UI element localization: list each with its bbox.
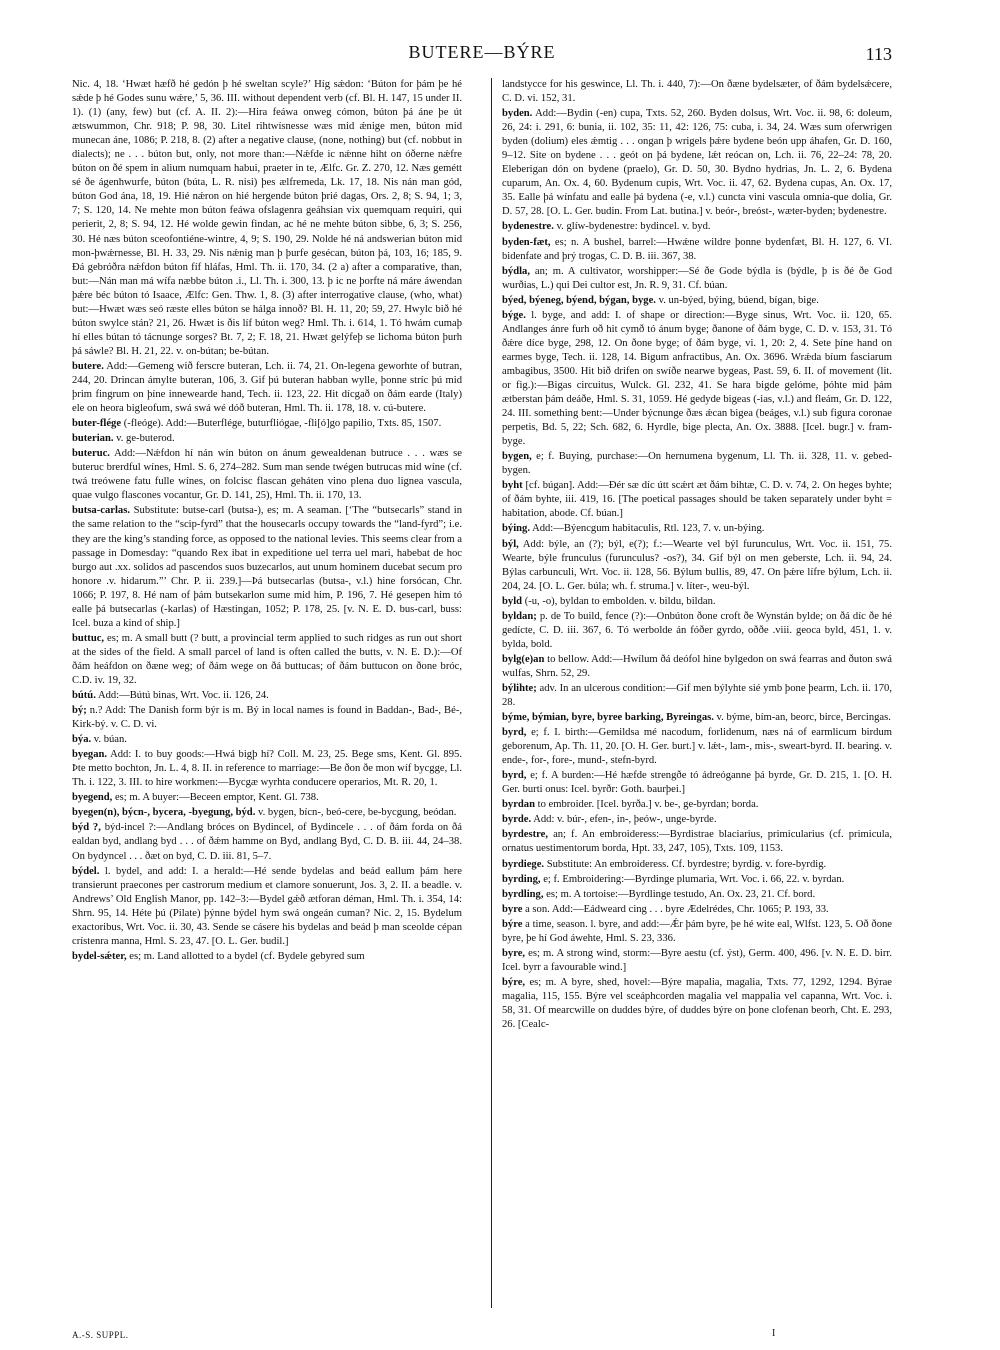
entry-headword: byrding,: [502, 873, 541, 885]
entry-text: es; m. Land allotted to a bydel (cf. Bydele gebyred sum: [129, 950, 365, 962]
entry-headword: býdla,: [502, 265, 530, 277]
entry-text: Substitute: An embroideress. Cf. byrdestre; byrdig. v. fore-byrdig.: [546, 858, 827, 870]
dictionary-entry: [72, 733, 462, 747]
entry-text: v. un-býed, býing, búend, bígan, bige.: [658, 294, 819, 306]
entry-headword: býme, býmian, byre, byree barking, Byreingas.: [502, 712, 714, 724]
entry-headword: buter-flége: [72, 418, 122, 430]
footer-mark: I: [772, 1328, 776, 1339]
entry-headword: byht: [502, 480, 523, 492]
dictionary-entry: [502, 309, 892, 449]
dictionary-entry: [72, 950, 462, 964]
entry-headword: byrdiege.: [502, 858, 545, 870]
entry-text: es; m. A small butt (? butt, a provincial term applied to such ridges as run out short at the sides of the field. A small parcel of land is often called the butts, v. N. E. D.):—Of ðám heáfdon on ðæne weg; of ðám wege on ðá buttucas; of ðám buttucon on ðone bróc, C.D. iv. 19, 32.: [72, 632, 462, 686]
entry-text: an; m. A cultivator, worshipper:—Sé ðe Gode býdla is (býdle, þ is ðé ðe God wurðias, L.) qui Dei cultor est, Jn. R. 9, 31. Cf. búan.: [502, 265, 892, 291]
entry-headword: byre: [502, 903, 523, 915]
running-title: BUTERE—BÝRE: [408, 42, 556, 62]
dictionary-entry: [502, 888, 892, 902]
dictionary-entry: [502, 78, 892, 106]
dictionary-entry: [72, 806, 462, 820]
dictionary-entry: [502, 538, 892, 594]
entry-text: an; f. An embroideress:—Byrdistrae blaciarius, primicularius (cf. primicula, ornatus uestimentorum borda, Hpt. 33, 247, 105), Txts. 109, 1153.: [502, 829, 892, 855]
page-number: 113: [865, 44, 892, 64]
entry-headword: butsa-carlas.: [72, 505, 130, 517]
dictionary-entry: [72, 360, 462, 416]
entry-text: n.? Add: The Danish form býr is m. Bý in local names is found in Baddan-, Bad-, Bé-, Kirk-bý. v. C. D. vi.: [72, 705, 462, 731]
entry-text: es; m. A byre, shed, hovel:—Býre mapalia, magalia, Txts. 77, 1292, 1294. Býrae magalia, 115, 155. Býre vel sceáphcorden magalia vel mappalia vel capanna, Wrt. Voc. i. 58, 31. Of mearcwille on duddes býre, of duddes býre on þone clofenan beorh, Cht. E. 293, 26. [Cealc-: [502, 976, 892, 1031]
dictionary-entry: [502, 903, 892, 917]
entry-headword: bý;: [72, 705, 87, 717]
entry-text: es; m. A buyer:—Beceen emptor, Kent. Gl. 738.: [114, 792, 319, 804]
entry-text: e; f. I. birth:—Gemildsa mé nacodum, forlidenum, næs ná of earmlicum birdum geborenum, Ap. Th. 11, 20. [O. H. Ger. burt.] v. lǽt-, lam-, mis-, sweart-byrd. II. bearing. v. ende-, for-, fore-, mund-, stefn-byrd.: [502, 727, 892, 767]
dictionary-entry: [72, 632, 462, 688]
dictionary-entry: [502, 522, 892, 536]
dictionary-entry: [502, 918, 892, 946]
entry-text: [cf. búgan]. Add:—Ðér sæ díc útt scǽrt æt ðám bihtæ, C. D. v. 74, 2. On heges byhte; of ðám byhte, iii. 419, 16. [The poetical passages should be taken separately under byht = habitation, abode. Cf. búan.]: [502, 480, 892, 520]
entry-text: Add:—Nǽfdon hí nán wín búton on ánum gewealdenan butruce . . . wæs se buteruc brerdful wínes, Hml. S. 6, 274–282. Sum man sende twégen butrucas mid wíne (cf. twá treówene fatu fulle wínes, on folcisc flascan geháten vino plena duo lignea vascula, quae vulgo flascones vocantur, Gr. D. 141, 25), Hml. Th. ii. 170, 13.: [72, 448, 462, 502]
dictionary-entry: [502, 450, 892, 478]
entry-text: Add:—Býencgum habitaculis, Rtl. 123, 7. v. un-býing.: [532, 523, 765, 535]
entry-headword: byrd,: [502, 727, 527, 739]
dictionary-entry: [502, 976, 892, 1032]
dictionary-entry: [502, 858, 892, 872]
entry-headword: býdel.: [72, 865, 100, 877]
entry-text: l. bydel, and add: I. a herald:—Hé sende bydelas and beád eallum þám here transierunt praecones per castrorum medium et clamore sonuerunt, Jos. 3, 2. II. a beadle. v. Andrews’ Old English Manor, pp. 142–3:—Bydel gǽð ætforan déman, Hml. Th. i. 354, 14: Shrn. 95, 14. Héte þú (Pilate) þýnne býdel hym swá ongeán cuman? Nic. 2, 15. Bydelum exactoribus, Wrt. Voc. ii. 30, 43. Sende se cásere his bydelas and beád þ man sceolde cépan crístenra manna, Hml. S. 23, 47. [O. L. Ger. budil.]: [72, 865, 462, 947]
dictionary-entry: [72, 417, 462, 431]
entry-text: Substitute: butse-carl (butsa-), es; m. A seaman. [‘The “butsecarls” stand in the same relation to the “scip-fyrd” that the housecarls occupy towards the “land-fyrd”; i.e. they are the king’s standing force, as opposed to the national levies. This seems clear from a passage in Domesday: “quando Rex ibat in expeditione uel terra uel mari, habebat de hoc burgo aut .xx. solidos ad pascendos suos buzecarlos, aut unum hominem ducebat secum pro honore .v. hidarum.”’ Chr. P. ii. 239.]—Þá butsecarlas (butsa-, v.l.) hine forsócan, Chr. 1066; P. 197, 8. Hé nam of þám butsekarlon sume mid him, P. 196, 7. Hé gesepen him tó ealle þá butsecarlas (-karlas) of Hæstingan, 1052; P. 178, 25. [v. N. E. D. bus-carl, buss: Icel. buza a kind of ship.]: [72, 505, 463, 629]
entry-text: es; n. A bushel, barrel:—Hwǽne wildre þonne bydenfæt, Bl. H. 127, 6. VI. bidenfate and þrý trogas, C. D. B. iii. 367, 38.: [502, 236, 892, 262]
entry-headword: buttuc,: [72, 632, 105, 644]
dictionary-entry: [502, 828, 892, 856]
entry-headword: byldan;: [502, 610, 537, 622]
entry-text: Add:—Bydin (-en) cupa, Txts. 52, 260. Byden dolsus, Wrt. Voc. ii. 98, 6: doleum, 26, 24: i. 291, 6: bunia, ii. 102, 35: 11, 42: 126, 75: cuba, i. 34, 24. Wæs sum oferwrigen byden (dolium) eles ǽmtig . . . ongan þ wrigels þǽre bydene beón upp áhafen, Gr. D. 160, 9–12. Site on bydene . . . geót on þá bydene, lǽt reócan on, Lch. ii. 76, 22–24: 78, 20. Eleberigan dón on bydene (praelo), Gr. D. 50, 30. Bydno hydrias, Jn. L. 2, 6. Bydena cuparum, An. Ox. 4, 60. Bydenum cupis, Wrt. Voc. ii. 47, 62. Bydena cupas, An. Ox. 17, 35. Ealle þá wínfatu and ealle þá bydena (-e, v.l.) cuncta vini vascula omnia-que dolia, Gr. D. 57, 28. [O. L. Ger. budin. From Lat. butina.] v. beór-, breóst-, wæter-byden; bydenestre.: [502, 108, 892, 218]
entry-text: landstycce for his geswince, Ll. Th. i. 440, 7):—On ðæne bydelsæter, of ðám bydelsǽcere, C. D. vi. 152, 31.: [502, 79, 892, 105]
entry-headword: byden-fæt,: [502, 236, 551, 248]
dictionary-entry: [502, 220, 892, 234]
dictionary-entry: [72, 432, 462, 446]
dictionary-entry: [502, 107, 892, 219]
dictionary-entry: [502, 873, 892, 887]
dictionary-entry: [502, 595, 892, 609]
entry-headword: býge.: [502, 309, 526, 321]
entry-headword: bydenestre.: [502, 221, 554, 233]
entry-text: es; m. A strong wind, storm:—Byre aestu (cf. ýst), Germ. 400, 496. [v. N. E. D. birr. Icel. byrr a favourable wind.]: [502, 947, 892, 973]
footer-signature: A.-S. SUPPL.: [72, 1330, 129, 1340]
entry-text: e; f. Embroidering:—Byrdinge plumaria, Wrt. Voc. i. 66, 22. v. byrdan.: [543, 873, 845, 885]
right-column: [502, 78, 892, 1033]
column-divider: [491, 78, 492, 1308]
entry-text: adv. In an ulcerous condition:—Gif men býlyhte sié ymb þone þearm, Lch. ii. 170, 28.: [502, 682, 892, 709]
entry-text: Add:—Bútú binas, Wrt. Voc. ii. 126, 24.: [97, 690, 269, 702]
entry-text: Add: býle, an (?); býl, e(?); f.:—Wearte vel býl furunculus, Wrt. Voc. ii. 151, 75. Wearte, býle frunculus (furunculus? -os?), 34. Gif býl on men geberste, Lch. ii. 94, 24. Býlas carbunculi, Wrt. Voc. ii. 128, 56. Býlum bullis, 89, 47. On þǽre lífre býlum, Lch. ii. 204, 24. [O. L. Ger. búla; wh. f. struma.] v. líter-, weu-býl.: [502, 538, 892, 592]
dictionary-entry: [502, 726, 892, 768]
dictionary-entry: [72, 78, 462, 359]
entry-headword: býd ?,: [72, 822, 101, 834]
dictionary-entry: [502, 813, 892, 827]
entry-headword: byrdestre,: [502, 829, 548, 841]
dictionary-entry: [502, 236, 892, 264]
dictionary-entry: [502, 711, 892, 725]
entry-headword: byrd,: [502, 770, 527, 782]
page-header: [72, 42, 892, 72]
entry-headword: byrde.: [502, 814, 532, 826]
entry-text: Add:—Gemeng wið ferscre buteran, Lch. ii. 74, 21. On-legena geworhte of butran, 244, 20. Drincan ámylte buteran, 106, 3. Gif þú buteran habban wylle, þonne stríc þú mid þrim fingrum on þíne inneweardе hand, Tech. ii. 123, 22. Hit dícgað on ðám earde (Italy) ele on heora biglеofum, swá swá wé dóð buteran, Hml. Th. ii. 178, 18. v. cú-butere.: [72, 360, 462, 415]
entry-headword: bylg(e)an: [502, 653, 545, 665]
entry-headword: býre: [502, 918, 523, 930]
entry-headword: byre,: [502, 947, 526, 959]
entry-headword: buterian.: [72, 433, 114, 445]
dictionary-entry: [502, 479, 892, 521]
entry-headword: býa.: [72, 734, 92, 746]
entry-headword: byden.: [502, 108, 533, 120]
entry-headword: byld: [502, 595, 523, 607]
entry-headword: buteruc.: [72, 448, 110, 460]
entry-headword: byegen(n), býcn-, bycera, -byegung, býd.: [72, 807, 256, 819]
entry-text: Add: I. to buy goods:—Hwá bigþ hí? Coll. M. 23, 25. Bege sms, Kent. Gl. 895. Þte metto bochton, Jn. L. 4, 8. II. in reference to marriage:—Be ðon ðe mon wíf bycgge, Ll. Th. i. 122, 3. III. to hire workmen:—Bycgæ wyrhta conducere operarios, Mt. R. 20, 1.: [72, 749, 462, 789]
entry-text: l. byge, and add: I. of shape or direction:—Byge sinus, Wrt. Voc. ii. 120, 65. Andlanges ánre furh oð hit cymð tó ánum byge; ðanone of ðám byge, C. D. v. 153, 31. Tó ðǽre díce byge, 298, 12. On ðone byge; of ðám byge, vi. 1, 20: 2, 4. Sete þíne hand on earmes byge, Tech. ii. 128, 14. Bigum anfractibus, An. Ox. 3696. Wrǽda bíum fasciarum ambagibus, 3500. Hit bið drifen on swíðe nearwe bygeas, Past. 59, 6. II. of movement (lit. or fig.):—Bigas circuitus, Wulck. Gl. 232, 41. Se hara bigde gelóme, þóhte mid þám ætberstan þám deáðe, Hml. S. 31, 1059. Hé gedyde bigeas (-ias, v.l.) and fleám, Gr. D. 122, 24. III. something bent:—Under býcnunge ðæs ǽcan bigea (beáges, v.l.) sub figura coronae perpetis, Bd. 5, 22; Sch. 682, 6. Hyrdle, bige plecta, An. Ox. 3888. [Icel. bugr.] v. fram-byge.: [502, 309, 892, 448]
entry-headword: býlihte;: [502, 682, 537, 694]
dictionary-entry: [72, 704, 462, 732]
entry-headword: býing.: [502, 523, 530, 535]
entry-text: a time, season. l. byre, and add:—Ǽr þám byre, þe hé wite eal, Wlfst. 123, 5. Oð ðone byre, þe hí God áwehte, Hml. S. 23, 336.: [502, 918, 892, 944]
dictionary-entry: [502, 769, 892, 797]
dictionary-entry: [72, 865, 462, 949]
dictionary-entry: [502, 610, 892, 652]
entry-text: (-fleóge). Add:—Buterflége, buturfliógae, -fli[ó]go papilio, Txts. 85, 1507.: [123, 418, 442, 430]
dictionary-entry: [72, 791, 462, 805]
dictionary-entry: [72, 689, 462, 703]
dictionary-entry: [502, 798, 892, 812]
entry-text: (-u, -o), byldan to embolden. v. bildu, bildan.: [524, 595, 716, 607]
entry-text: es; m. A tortoise:—Byrdlinge testudo, An. Ox. 23, 21. Cf. bord.: [546, 888, 816, 900]
dictionary-entry: [502, 294, 892, 308]
entry-text: v. bygen, bícn-, beó-cere, be-bycgung, beódan.: [258, 807, 457, 819]
entry-text: e; f. A burden:—Hé hæfde strengðe tó ádreóganne þá byrde, Gr. D. 215, 1. [O. H. Ger. burti onus: Icel. byrðr: Goth. baurþei.]: [502, 770, 892, 796]
entry-text: Add: v. búr-, efen-, in-, þeów-, unge-byrde.: [533, 814, 717, 826]
entry-headword: býre,: [502, 976, 526, 988]
entry-headword: byegend,: [72, 792, 113, 804]
entry-text: p. de To build, fence (?):—Onbúton ðone croft ðe Wynstán bylde; on ðá díc ðe hé gedícte, C. D. iii. 367, 6. Tó werbolde án fóðer gyrdo, oððe .viii. geoca byld, 451, 1. v. bylda, bold.: [502, 610, 892, 650]
entry-headword: býed, býeneg, býend, býgan, byge.: [502, 294, 656, 306]
entry-headword: byegan.: [72, 749, 108, 761]
entry-headword: býl,: [502, 538, 519, 550]
entry-text: to bellow. Add:—Hwílum ðá deófol hine bylgedon on swá fearras and ðuton swá wulfas, Shrn. 52, 29.: [502, 653, 892, 679]
dictionary-entry: [72, 821, 462, 863]
entry-headword: byrdan: [502, 799, 535, 811]
entry-text: v. býme, bím-an, beorc, birce, Bercingas.: [716, 712, 891, 724]
entry-headword: byrdling,: [502, 888, 544, 900]
entry-headword: bygen,: [502, 451, 532, 463]
dictionary-entry: [502, 947, 892, 975]
entry-text: e; f. Buying, purchase:—On hernumena bygenum, Ll. Th. ii. 328, 11. v. gebed-bygen.: [502, 451, 892, 477]
dictionary-entry: [502, 682, 892, 710]
entry-text: a son. Add:—Eádweard cing . . . byre Ædelrédes, Chr. 1065; P. 193, 33.: [525, 903, 829, 915]
dictionary-entry: [72, 504, 462, 630]
entry-text: v. ge-buterod.: [116, 433, 175, 445]
entry-text: Nic. 4, 18. ‘Hwæt hæfð hé gedón þ hé sweltan scyle?’ Híg sǽdon: ‘Búton for þám þe hé sǽde þ hé Godes sunu wǽre,’ 5, 36. III. without dependent verb (cf. Bl. H. 147, 15 under II. 1). (1) (any, few) but (cf. A. II. 2):—Hira feáwa onweg cómon, búton þá áne þe út ætswummon, Chr. 918; P. 98, 30. Litel rihtwísnesse wæs mid ǽnige men, búton mid munecan áne, 1086; P. 218, 8. (2) after a negative clause, (none, nothing) but (cf. nobbut in dialects); ne . . . búton but, only, not more than:—Nǽfde ic nǽnne hiht on óðerne nǽfre búton on ðé spem in alium numquam habui, praeter in te, Ælfc. Gr. Z. 270, 12. Næs gemétt sé ðe ágenhwurfe, búton (búta, L. R. nisi) þes ælfremeda, Lk. 17, 18. Nis nán man gód, búton God ána, 18, 19. Hié nǽron on hié hergende búton þrié dagas, Ors. 2, 8; S. 94, 1; 3, 7; S. 120, 14. Ne mehte mon búton feáwa ofslagenra geáhsian vix quemquam requiri, qui perierit, 2, 8; S. 94, 12. Hé wolde gewin findan, ac hé ne mehte búton sibbe, 6, 3; S. 256, 30. Hé næs búton sceofontiéne-wintre, 4, 9; S. 190, 29. Nolde hé ná andswerian búton mid mon-þwǽrnesse, Bl. H. 33, 29. Nis nǽnig man þ þurfe gesécan, búton þá, 103, 16; 185, 9. Ðá gebróðra nǽfdon búton fíf hláfas, Hml. Th. ii. 170, 34. (2 a) after a comparative, than, but:—Nán man má wífa næbbe búton .i., Ll. Th. i. 300, 13. þ ic ne þorfte ná máre áwendan þǽre béc búton tó Isaace, Ælfc: Gen. Thw. 1, 8. (3) after interrogative clause, (who, what) but:—Hwæt wæs seó ræste elles búton se hálga innoð? Bl. H. 11, 20; 59, 27. Hwylc bið hé búton swylce stán? 21, 26. Hwæt is ðis líf búton weg? Hml. Th. i. 614, 1. Tó hwám cumaþ hí elles bútan tó tácnunge sorges? Bt. 7, 2; F. 18, 21. Hwæt gelýfeþ se lichoma búton þurh þá sáwle? Bl. H. 21, 22. v. on-bútan; be-bútan.: [72, 79, 462, 357]
entry-text: to embroider. [Icel. byrða.] v. be-, ge-byrdan; borda.: [537, 799, 759, 811]
entry-headword: bydel-sǽter,: [72, 950, 127, 962]
dictionary-entry: [72, 447, 462, 503]
entry-headword: butere.: [72, 360, 104, 372]
dictionary-entry: [502, 265, 892, 293]
dictionary-entry: [72, 748, 462, 790]
entry-text: býd-incel ?:—Andlang bróces on Bydinсel, of Bydincele . . . of ðám forda on ðá ealdan byd, andlang byd . . . of ðǽm hamme on Byd, andlang Byd, C. D. B. iii. 44, 24–38. On bydyncel . . . ðæt on byd, C. D. iii. 81, 5–7.: [72, 822, 463, 862]
dictionary-entry: [502, 653, 892, 681]
entry-text: v. glíw-bydenestre: bydincel. v. byd.: [556, 221, 711, 233]
entry-text: v. búan.: [93, 734, 127, 746]
entry-headword: bútú.: [72, 690, 96, 702]
left-column: [72, 78, 462, 965]
